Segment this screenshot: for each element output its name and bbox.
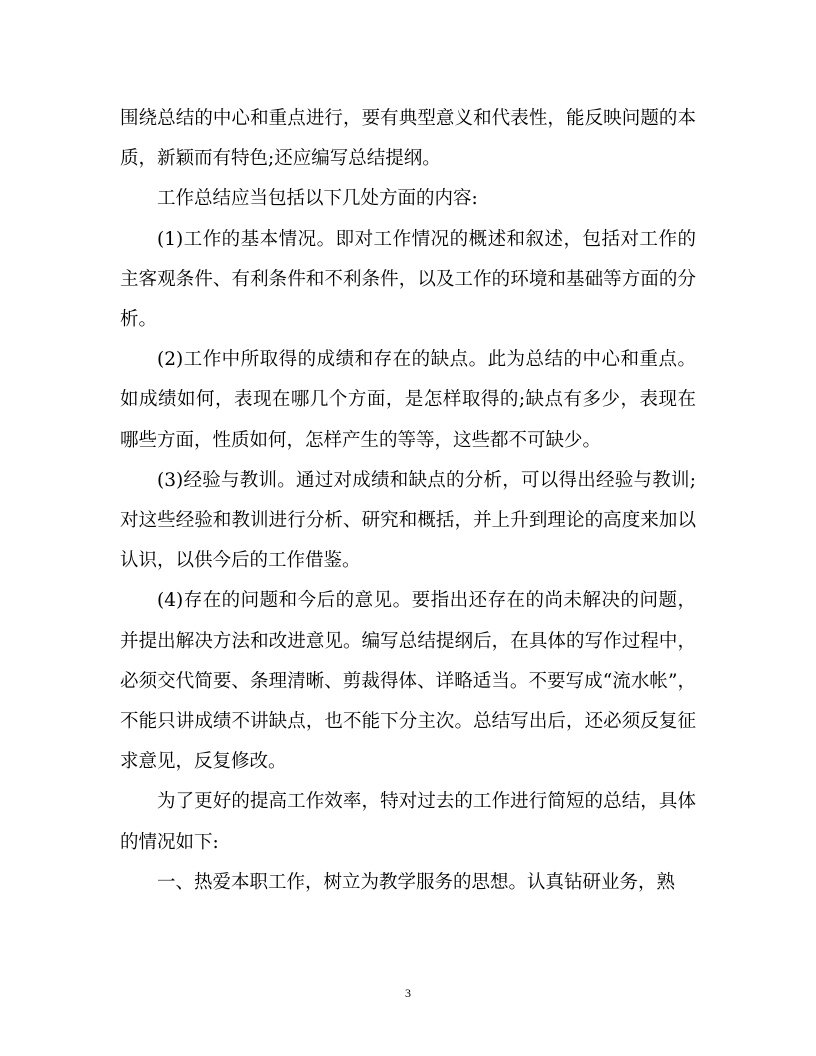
paragraph-item-4: (4)存在的问题和今后的意见。要指出还存在的尚未解决的问题，并提出解决方法和改进意见。编写总结提纲后，在具体的写作过程中，必须交代简要、条理清晰、剪裁得体、详略适当。不要写成“流水帐”，不能只讲成绩不讲缺点，也不能下分主次。总结写出后，还必须反复征求意见，反复修改。	[120, 590, 696, 773]
paragraph-item-2: (2)工作中所取得的成绩和存在的缺点。此为总结的中心和重点。如成绩如何，表现在哪几个方面，是怎样取得的;缺点有多少，表现在哪些方面，性质如何，怎样产生的等等，这些都不可缺少。	[120, 349, 696, 451]
document-body	[120, 99, 696, 903]
paragraph-item-3: (3)经验与教训。通过对成绩和缺点的分析，可以得出经验与教训;对这些经验和教训进行分析、研究和概括，并上升到理论的高度来加以认识，以供今后的工作借鉴。	[120, 469, 696, 572]
paragraph-summary-intro: 工作总结应当包括以下几处方面的内容:	[157, 188, 478, 210]
page-number: 3	[405, 986, 411, 1000]
paragraph-section-one: 一、热爱本职工作，树立为教学服务的思想。认真钻研业务，熟	[157, 871, 676, 893]
paragraph-item-1: (1)工作的基本情况。即对工作情况的概述和叙述，包括对工作的主客观条件、有利条件和不利条件，以及工作的环境和基础等方面的分析。	[120, 228, 696, 331]
paragraph-continuation: 围绕总结的中心和重点进行，要有典型意义和代表性，能反映问题的本质，新颖而有特色;还应编写总结提纲。	[120, 108, 696, 170]
paragraph-purpose: 为了更好的提高工作效率，特对过去的工作进行简短的总结，具体的情况如下:	[120, 791, 696, 853]
